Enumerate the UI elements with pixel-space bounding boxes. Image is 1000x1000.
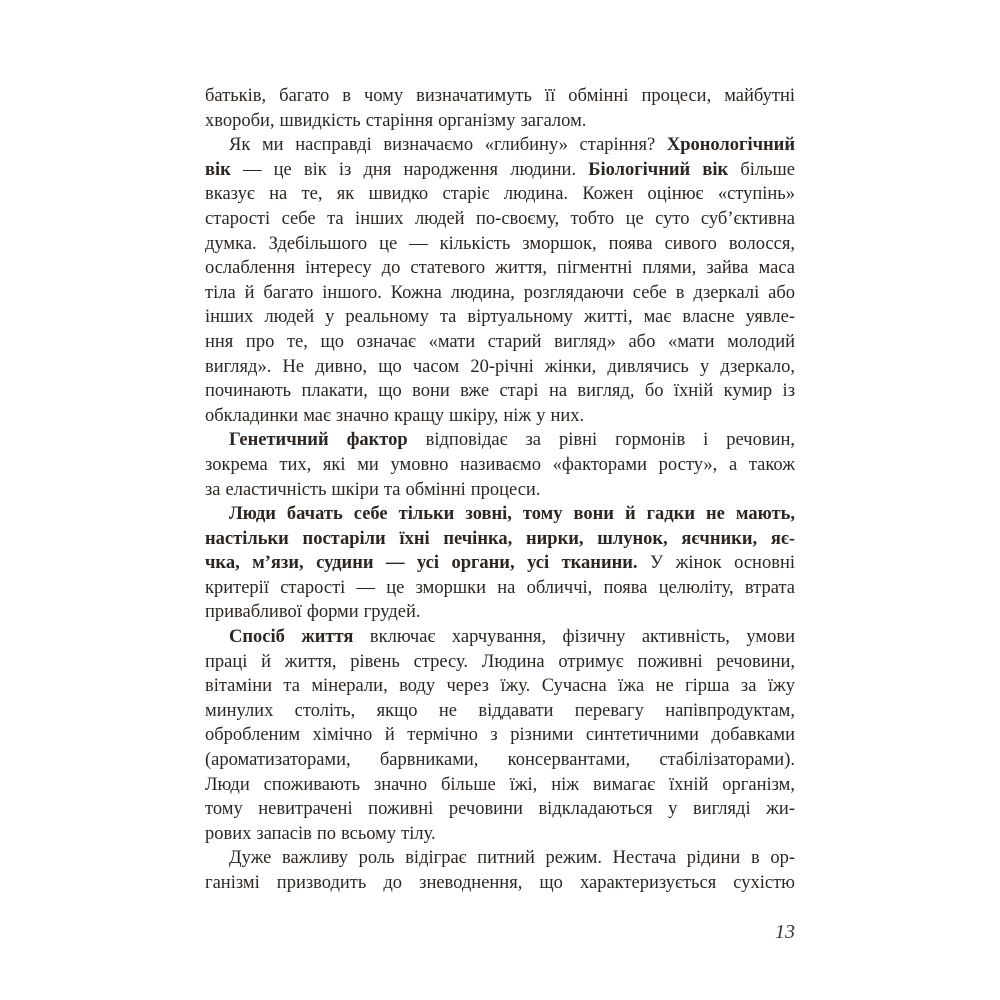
- text-segment: критерії старості — це зморшки на обличчі, поява целюліту, втрата: [205, 577, 795, 598]
- text-line: [205, 625, 795, 650]
- text-segment: ння про те, що означає «мати старий вигляд» або «мати молодий: [205, 331, 795, 352]
- bold-text-segment: Люди бачать себе тільки зовні, тому вони й гадки не мають,: [229, 504, 795, 525]
- text-segment: ослаблення інтересу до статевого життя, пігментні плями, зайва маса: [205, 258, 795, 279]
- text-line: [205, 699, 795, 724]
- text-line: [205, 650, 795, 675]
- text-segment: праці й життя, рівень стресу. Людина отримує поживні речовини,: [205, 651, 795, 672]
- text-segment: інших людей у реальному та віртуальному житті, має власне уявле-: [205, 307, 795, 328]
- bold-text-segment: настільки постаріли їхні печінка, нирки, шлунок, яєчники, яє-: [205, 528, 795, 549]
- text-segment: — це вік із дня народження людини.: [230, 159, 589, 180]
- text-segment: батьків, багато в чому визначатимуть її обмінні процеси, майбутні: [205, 86, 795, 106]
- text-segment: ганізмі призводить до зневоднення, що характеризується сухістю: [205, 873, 795, 893]
- text-line: [205, 551, 795, 576]
- text-line: [205, 600, 795, 625]
- text-segment: старості себе та інших людей по-своєму, тобто це суто суб’єктивна: [205, 208, 795, 229]
- text-line: [205, 84, 795, 109]
- text-line: [205, 822, 795, 847]
- bold-text-segment: Генетичний фактор: [229, 430, 408, 451]
- text-line: [205, 576, 795, 601]
- page-text-block: [205, 84, 795, 896]
- text-segment: вітаміни та мінерали, воду через їжу. Сучасна їжа не гірша за їжу: [205, 676, 795, 697]
- text-line: [205, 871, 795, 896]
- text-segment: (ароматизаторами, барвниками, консервантами, стабілізаторами).: [205, 750, 795, 771]
- text-segment: більше: [728, 159, 795, 180]
- text-segment: Як ми насправді визначаємо «глибину» старіння?: [229, 135, 667, 156]
- text-line: [205, 453, 795, 478]
- text-segment: починають плакати, що вони вже старі на вигляд, бо їхній кумир із: [205, 381, 795, 402]
- text-line: [205, 133, 795, 158]
- text-line: [205, 355, 795, 380]
- text-line: [205, 330, 795, 355]
- text-line: [205, 527, 795, 552]
- bold-text-segment: Біологічний вік: [588, 159, 729, 180]
- text-segment: зокрема тих, які ми умовно називаємо «факторами росту», а також: [205, 454, 795, 475]
- text-segment: обкладинки має значно кращу шкіру, ніж у них.: [205, 405, 585, 426]
- text-segment: за еластичність шкіри та обмінні процеси.: [205, 479, 541, 500]
- text-segment: включає харчування, фізичну активність, умови: [353, 627, 795, 648]
- bold-text-segment: вік: [205, 159, 231, 180]
- text-line: [205, 207, 795, 232]
- text-segment: тіла й багато іншого. Кожна людина, розглядаючи себе в дзеркалі або: [205, 282, 795, 303]
- text-line: [205, 109, 795, 134]
- text-line: [205, 748, 795, 773]
- text-segment: думка. Здебільшого це — кількість зморшок, поява сивого волосся,: [205, 233, 795, 254]
- text-segment: рових запасів по всьому тілу.: [205, 823, 436, 844]
- text-line: [205, 281, 795, 306]
- text-line: [205, 846, 795, 871]
- text-line: [205, 478, 795, 503]
- text-line: [205, 305, 795, 330]
- text-segment: хвороби, швидкість старіння організму загалом.: [205, 110, 587, 131]
- bold-text-segment: Хронологічний: [666, 135, 795, 156]
- text-segment: Дуже важливу роль відіграє питний режим. Нестача рідини в ор-: [229, 848, 795, 869]
- text-line: [205, 232, 795, 257]
- page-number: 13: [775, 921, 795, 943]
- text-segment: обробленим хімічно й термічно з різними синтетичними добавками: [205, 725, 795, 746]
- text-line: [205, 773, 795, 798]
- text-line: [205, 379, 795, 404]
- text-line: [205, 404, 795, 429]
- text-segment: привабливої форми грудей.: [205, 602, 421, 623]
- text-line: [205, 182, 795, 207]
- text-segment: тому невитрачені поживні речовини відкладаються у вигляді жи-: [205, 799, 795, 820]
- text-segment: відповідає за рівні гормонів і речовин,: [407, 430, 795, 451]
- text-line: [205, 502, 795, 527]
- text-line: [205, 428, 795, 453]
- bold-text-segment: чка, м’язи, судини — усі органи, усі тканини.: [205, 553, 638, 574]
- text-line: [205, 797, 795, 822]
- text-segment: вигляд». Не дивно, що часом 20-річні жінки, дивлячись у дзеркало,: [205, 356, 795, 377]
- text-segment: минулих століть, якщо не віддавати перевагу напівпродуктам,: [205, 700, 795, 721]
- bold-text-segment: Спосіб життя: [229, 627, 354, 648]
- text-segment: У жінок основні: [637, 553, 795, 574]
- text-line: [205, 158, 795, 183]
- text-line: [205, 674, 795, 699]
- text-line: [205, 256, 795, 281]
- text-line: [205, 723, 795, 748]
- text-segment: вказує на те, як швидко старіє людина. Кожен оцінює «ступінь»: [205, 184, 795, 205]
- text-segment: Люди споживають значно більше їжі, ніж вимагає їхній організм,: [205, 774, 795, 795]
